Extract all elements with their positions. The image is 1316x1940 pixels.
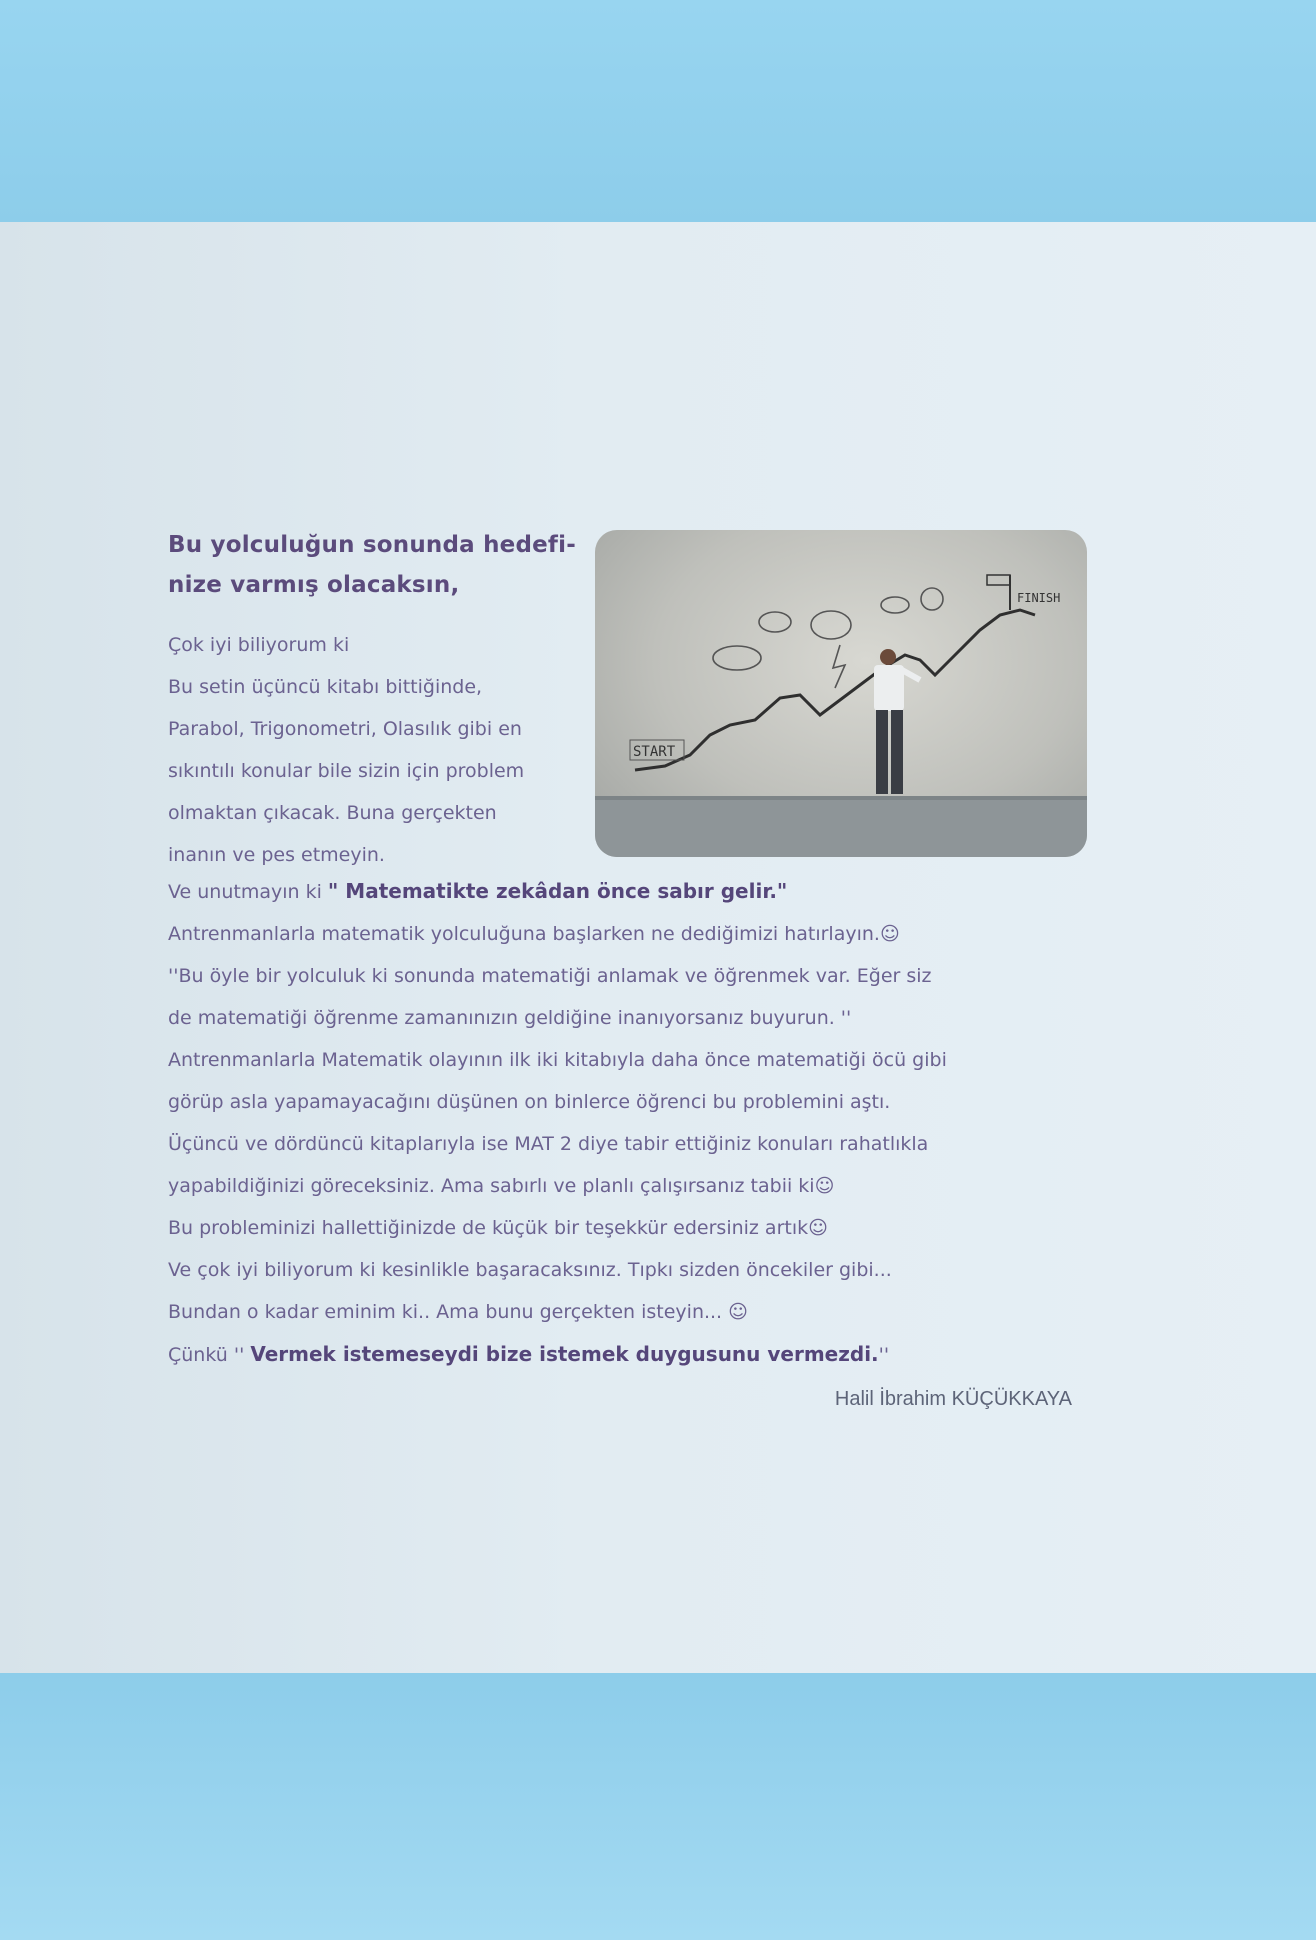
intro-line: inanın ve pes etmeyin. [168,844,385,866]
quote-wanting: Vermek istemeseydi bize istemek duygusunu vermezdi. [250,1342,879,1366]
intro-line: sıkıntılı konular bile sizin için problem [168,760,525,782]
photo-illustration [595,530,1087,857]
body-line: ''Bu öyle bir yolculuk ki sonunda matematiği anlamak ve öğrenmek var. Eğer siz [168,965,932,987]
body-line: Bundan o kadar eminim ki.. Ama bunu gerçekten isteyin... ☺ [168,1301,748,1323]
top-blue-band [0,0,1316,222]
intro-line: olmaktan çıkacak. Buna gerçekten [168,802,497,824]
body-line: Antrenmanlarla Matematik olayının ilk iki kitabıyla daha önce matematiği öcü gibi [168,1049,947,1071]
intro-line: Parabol, Trigonometri, Olasılık gibi en [168,718,522,740]
heading-line-2: nize varmış olacaksın, [168,572,460,598]
body-line-prefix: Çünkü '' [168,1344,251,1366]
heading-line-1: Bu yolculuğun sonunda hedefi- [168,532,576,558]
man-figure [874,649,920,794]
body-line: Bu probleminizi hallettiğinizde de küçük bir teşekkür edersiniz artık☺ [168,1217,828,1239]
body-line-suffix: '' [878,1344,890,1366]
section-heading [168,525,588,605]
start-label: START [633,744,676,760]
intro-line: Bu setin üçüncü kitabı bittiğinde, [168,676,483,698]
quote-patience: " Matematikte zekâdan önce sabır gelir." [327,879,788,903]
start-finish-photo [595,530,1087,857]
body-line: Üçüncü ve dördüncü kitaplarıyla ise MAT 2 diye tabir ettiğiniz konuları rahatlıkla [168,1133,929,1155]
bottom-blue-band [0,1673,1316,1940]
body-line-prefix: Ve unutmayın ki [168,881,328,903]
body-text [168,870,1068,1376]
finish-label: FINISH [1017,591,1061,605]
body-line: görüp asla yapamayacağını düşünen on binlerce öğrenci bu problemini aştı. [168,1091,891,1113]
body-line: de matematiği öğrenme zamanınızın geldiğine inanıyorsanız buyurun. '' [168,1007,852,1029]
intro-line: Çok iyi biliyorum ki [168,634,350,656]
body-line [168,1333,1068,1376]
intro-paragraph [168,624,588,876]
body-line: Antrenmanlarla matematik yolculuğuna başlarken ne dediğimizi hatırlayın.☺ [168,923,900,945]
body-line: Ve çok iyi biliyorum ki kesinlikle başaracaksınız. Tıpkı sizden öncekiler gibi... [168,1259,892,1281]
body-line [168,870,1068,913]
body-line: yapabildiğinizi göreceksiniz. Ama sabırlı ve planlı çalışırsanız tabii ki☺ [168,1175,835,1197]
author-signature: Halil İbrahim KÜÇÜKKAYA [834,1388,1072,1410]
